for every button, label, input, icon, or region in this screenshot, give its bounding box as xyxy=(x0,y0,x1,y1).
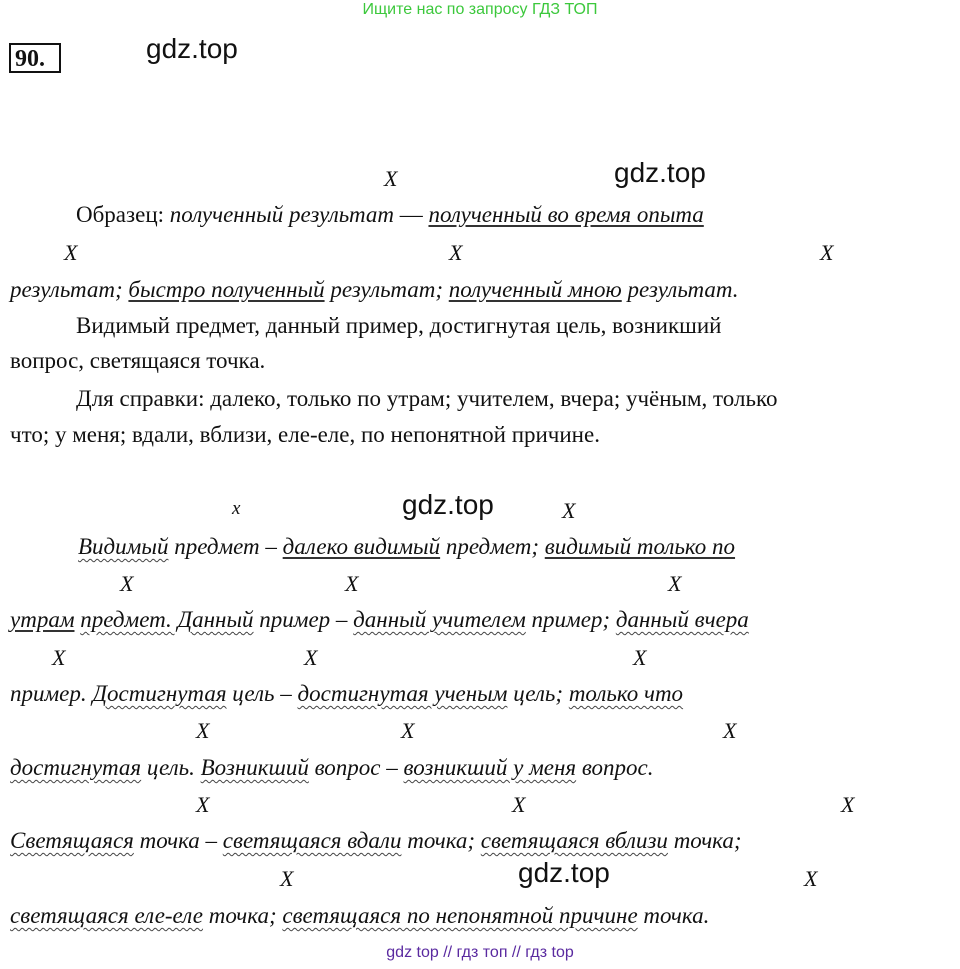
answer-dependent: утрам xyxy=(10,607,75,632)
answer-line-2 xyxy=(10,607,749,633)
answer-text: цель. xyxy=(146,755,195,780)
x-mark: X xyxy=(668,571,682,596)
dash: — xyxy=(399,202,423,227)
answer-word: Видимый xyxy=(78,534,169,559)
answer-line-1 xyxy=(78,534,735,560)
answer-dependent: светящаяся по непонятной причине xyxy=(282,903,638,928)
sample-variant-2-dependent: быстро полученный xyxy=(128,277,325,302)
answer-text: предмет; xyxy=(445,534,539,559)
answer-word: Достигнутая xyxy=(92,681,227,706)
x-mark: X xyxy=(196,792,210,817)
words-line-2: вопрос, светящаяся точка. xyxy=(10,348,266,373)
answer-dependent: светящаяся вдали xyxy=(222,828,402,853)
answer-dependent: достигнутая xyxy=(10,755,142,780)
answer-dependent: светящаяся еле-еле xyxy=(10,903,204,928)
exercise-number: 90. xyxy=(9,43,61,73)
answer-line-6 xyxy=(10,903,709,929)
top-banner: Ищите нас по запросу ГДЗ ТОП xyxy=(362,1,598,18)
answer-word: Светящаяся xyxy=(10,828,134,853)
x-mark: X xyxy=(196,718,210,743)
x-mark: X xyxy=(52,645,66,670)
answer-dependent: светящаяся вблизи xyxy=(480,828,668,853)
answer-dependent: данный учителем xyxy=(353,607,526,632)
answer-text: вопрос. xyxy=(581,755,654,780)
answer-dependent: только что xyxy=(568,681,684,706)
answer-text: вопрос – xyxy=(314,755,398,780)
x-mark: X xyxy=(304,645,318,670)
sample-label: Образец: xyxy=(76,202,165,227)
sample-variant-1: полученный во время опыта xyxy=(428,202,704,227)
x-mark: X xyxy=(384,166,398,191)
x-mark: X xyxy=(64,240,78,265)
x-mark: X xyxy=(804,866,818,891)
answer-text: точка. xyxy=(643,903,710,928)
answer-text: предмет – xyxy=(174,534,277,559)
sample-line-1 xyxy=(76,202,704,228)
answer-dependent: достигнутая ученым xyxy=(297,681,508,706)
answer-text: пример – xyxy=(259,607,348,632)
x-mark: X xyxy=(120,571,134,596)
watermark-3: gdz.top xyxy=(402,489,494,520)
answer-dependent: далеко видимый xyxy=(282,534,441,559)
x-mark: X xyxy=(841,792,855,817)
answer-text: пример; xyxy=(531,607,611,632)
watermark-4: gdz.top xyxy=(518,857,610,888)
footer: gdz top // гдз топ // гдз top xyxy=(386,944,574,961)
x-mark: X xyxy=(820,240,834,265)
reference-line-2: что; у меня; вдали, вблизи, еле-еле, по непонятной причине. xyxy=(10,422,600,447)
watermark-1: gdz.top xyxy=(146,33,238,64)
x-mark: x xyxy=(232,498,241,519)
answer-dependent: видимый только по xyxy=(544,534,736,559)
answer-text: точка; xyxy=(208,903,277,928)
sample-variant-3-dependent: полученный мною xyxy=(448,277,622,302)
answer-word: Возникший xyxy=(200,755,309,780)
x-mark: X xyxy=(562,498,576,523)
x-mark: X xyxy=(345,571,359,596)
reference-line-1: Для справки: далеко, только по утрам; учителем, вчера; учёным, только xyxy=(76,386,778,411)
answer-text: цель – xyxy=(232,681,292,706)
answer-line-3 xyxy=(10,681,683,707)
watermark-2: gdz.top xyxy=(614,157,706,188)
x-mark: X xyxy=(512,792,526,817)
sample-variant-3-noun: результат. xyxy=(627,277,739,302)
answer-line-4 xyxy=(10,755,654,781)
answer-text: предмет. Данный xyxy=(80,607,254,632)
sample-variant-2-noun: результат; xyxy=(330,277,443,302)
x-mark: X xyxy=(449,240,463,265)
x-mark: X xyxy=(633,645,647,670)
x-mark: X xyxy=(280,866,294,891)
x-mark: X xyxy=(723,718,737,743)
sample-phrase: полученный результат xyxy=(169,202,394,227)
answer-text: точка; xyxy=(407,828,476,853)
x-mark: X xyxy=(401,718,415,743)
sample-variant-1-noun: результат; xyxy=(10,277,123,302)
answer-text: точка – xyxy=(139,828,218,853)
answer-dependent: возникший у меня xyxy=(403,755,577,780)
sample-line-2 xyxy=(10,277,739,303)
words-line-1: Видимый предмет, данный пример, достигнутая цель, возникший xyxy=(76,313,722,338)
answer-line-5 xyxy=(10,828,742,854)
answer-text: цель; xyxy=(513,681,564,706)
answer-text: точка; xyxy=(673,828,742,853)
answer-text: пример. xyxy=(10,681,87,706)
answer-dependent: данный вчера xyxy=(615,607,749,632)
